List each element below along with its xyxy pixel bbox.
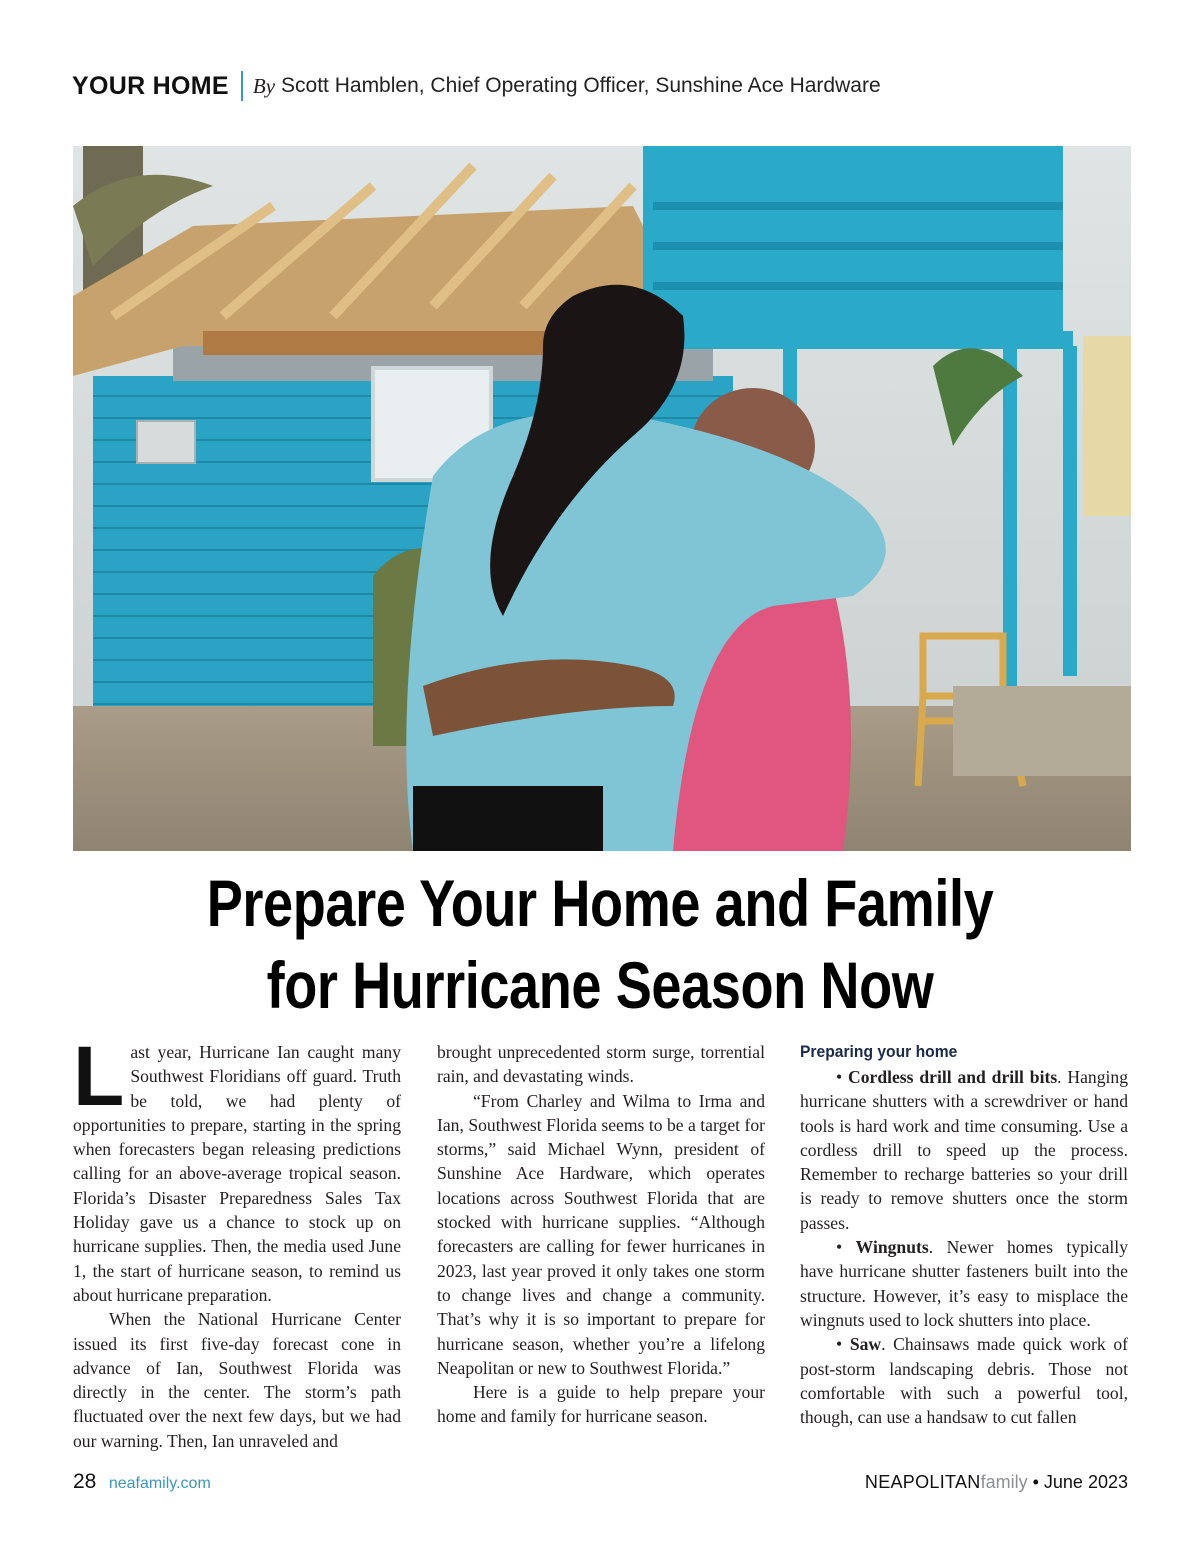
paragraph: “From Charley and Wilma to Irma and Ian, Southwest Florida seems to be a target for storms,” said Michael Wynn, president of Sunshine Ace Hardware, which operates locations across Southwest Florida that are stocked with hurricane supplies. “Although forecasters are calling for fewer hurricanes in 2023, last year proved it only takes one storm to change lives and change a community. That’s why it is so important to prepare for hurricane season, whether you’re a lifelong Neapolitan or new to Southwest Florida.” — [437, 1090, 765, 1378]
item-text: . Newer homes typically have hurricane shutter fasteners built into the structure. However, it’s easy to misplace the wingnuts used to lock shutters into place. — [800, 1237, 1128, 1330]
item-title: Cordless drill and drill bits — [848, 1067, 1058, 1087]
article-column-3 — [800, 1040, 1128, 1429]
article-headline — [157, 862, 1043, 1026]
issue-date: • June 2023 — [1027, 1472, 1128, 1492]
page-number: 28 — [73, 1470, 97, 1493]
byline-author: Scott Hamblen, Chief Operating Officer, Sunshine Ace Hardware — [281, 74, 881, 97]
magazine-name: NEAPOLITAN — [864, 1472, 981, 1492]
paragraph: When the National Hurricane Center issued its first five-day forecast cone in advance of Ian, Southwest Florida was directly in the center. The storm’s path fluctuated over the next few days, but we had our warning. Then, Ian unraveled and — [73, 1309, 401, 1451]
section-label: YOUR HOME — [72, 71, 229, 100]
article-column-1 — [73, 1029, 401, 1453]
header-divider — [241, 71, 243, 101]
item-title: Wingnuts — [855, 1237, 929, 1258]
paragraph-text: ast year, Hurricane Ian caught many Southwest Floridians off guard. Truth be told, we had plenty of opportunities to prepare, starting in the spring when forecasters began releasing predictions calling for an above-average tropical season. Florida’s Disaster Preparedness Sales Tax Holiday gave us a chance to stock up on hurricane supplies. Then, the media used June 1, the start of hurricane season, to remind us about hurricane preparation. — [73, 1042, 401, 1305]
list-item: • Wingnuts. Newer homes typically have hurricane shutter fasteners built into the structure. However, it’s easy to misplace the wingnuts used to lock shutters into place. — [800, 1237, 1128, 1330]
footer-right — [865, 1472, 1128, 1493]
paragraph: Here is a guide to help prepare your home and family for hurricane season. — [437, 1382, 765, 1427]
byline-by: By — [252, 73, 276, 98]
paragraph — [73, 1029, 401, 1307]
footer-left — [73, 1470, 211, 1494]
article-column-2 — [437, 1040, 765, 1429]
paragraph: brought unprecedented storm surge, torrential rain, and devastating winds. — [437, 1042, 765, 1087]
item-title: Saw — [849, 1334, 882, 1355]
list-item: • Cordless drill and drill bits. Hanging hurricane shutters with a screwdriver or hand tools is hard work and time consuming. Use a cordless drill to speed up the process. Remember to recharge batteries so your drill is ready to remove shutters once the storm passes. — [800, 1067, 1129, 1233]
magazine-name-suffix: family — [980, 1472, 1028, 1492]
headline-line-1: Prepare Your Home and Family — [206, 866, 994, 940]
item-text: . Chainsaws made quick work of post-storm landscaping debris. Those not comfortable with such a powerful tool, though, can use a handsaw to cut fallen — [800, 1334, 1128, 1428]
section-subhead: Preparing your home — [800, 1042, 958, 1061]
headline-line-2: for Hurricane Season Now — [266, 948, 934, 1022]
list-item: • Saw. Chainsaws made quick work of post-storm landscaping debris. Those not comfortable with such a powerful tool, though, can use a handsaw to cut fallen — [800, 1334, 1128, 1428]
site-link[interactable]: neafamily.com — [108, 1475, 211, 1492]
hurricane-damage-photo — [73, 146, 1131, 851]
page-header — [72, 68, 881, 104]
item-text: . Hanging hurricane shutters with a screwdriver or hand tools is hard work and time consuming. Use a cordless drill to speed up the process. Remember to recharge batteries so your drill is ready to remove shutters once the storm passes. — [800, 1067, 1129, 1233]
hero-photo — [73, 146, 1131, 851]
drop-cap: L — [73, 1029, 125, 1123]
